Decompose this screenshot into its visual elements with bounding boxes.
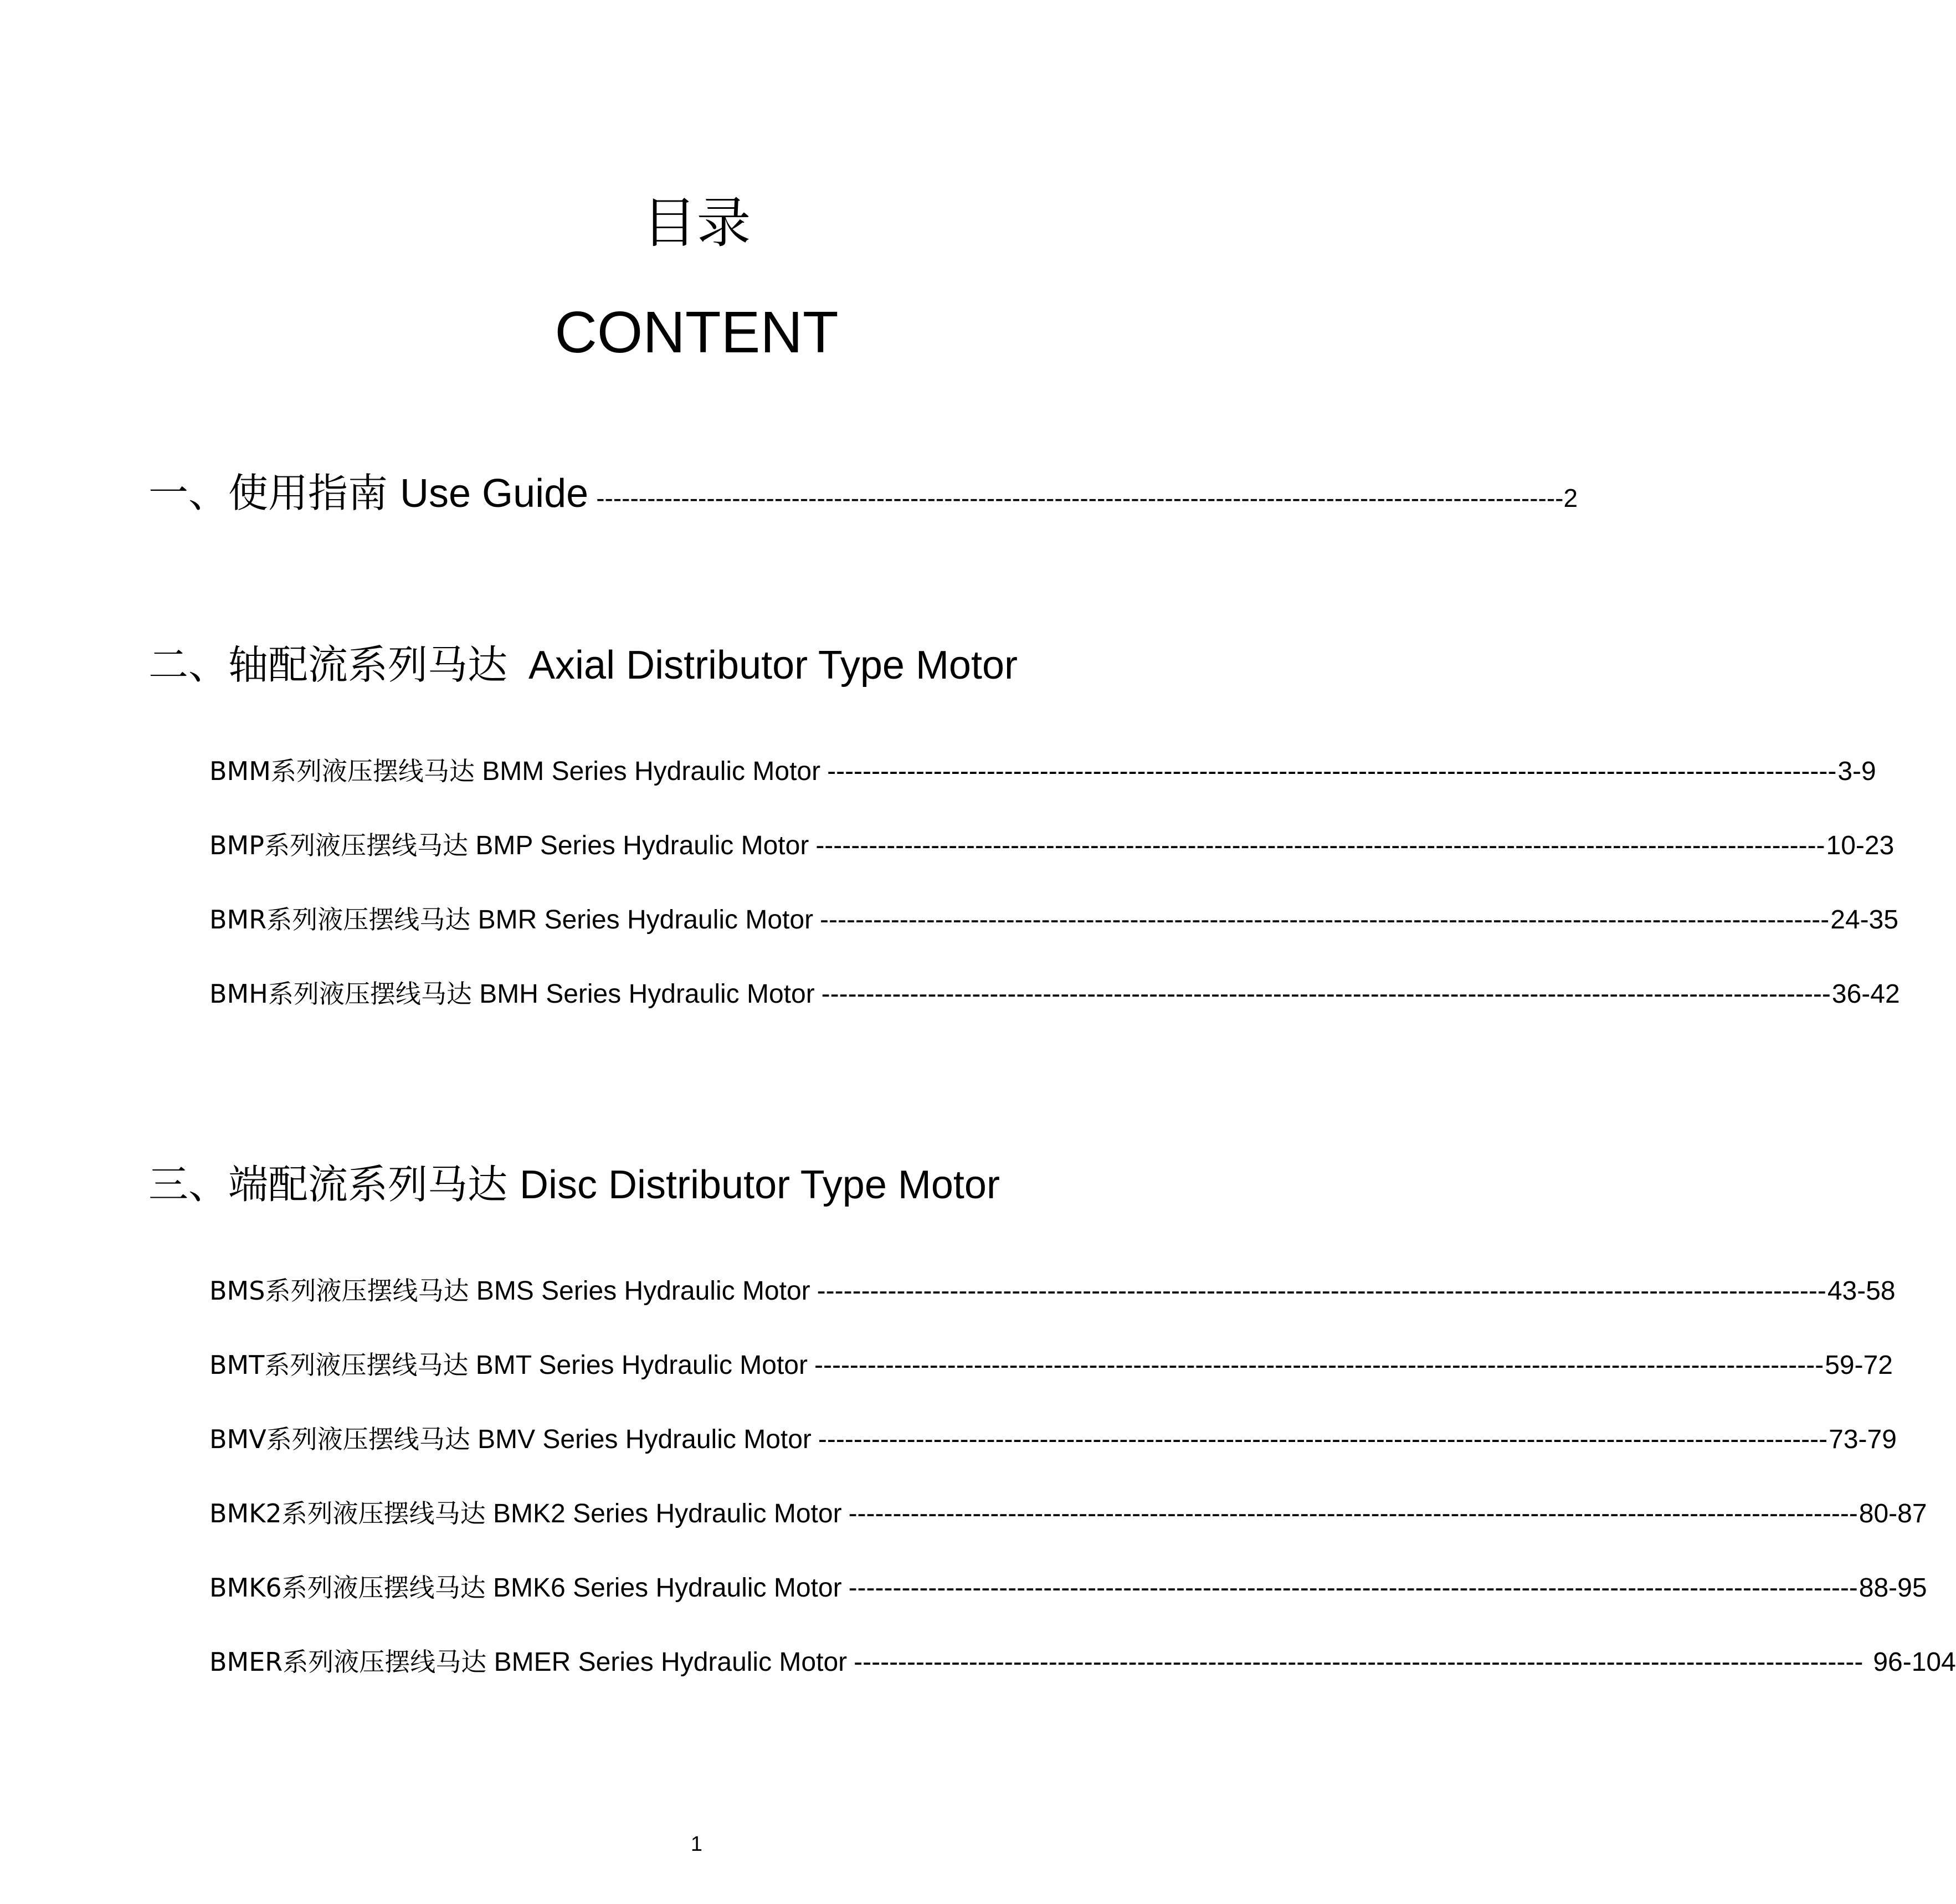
leader-dots: ------------------------------------------------------------------------------------------------------------------ [820, 905, 1830, 935]
page-ref: 80-87 [1859, 1499, 1927, 1528]
leader-dots: ------------------------------------------------------------------------------------------------------------------ [821, 979, 1831, 1009]
section-heading-en: Axial Distributor Type Motor [528, 643, 1018, 687]
section-heading-cn: 三、端配流系列马达 [148, 1161, 508, 1208]
toc-item-label: BMP系列液压摆线马达 BMP Series Hydraulic Motor [209, 830, 809, 860]
page-ref: 36-42 [1831, 979, 1900, 1009]
section-disc-distributor [148, 1158, 1000, 1212]
toc-item-bmk6[interactable] [209, 1570, 1927, 1606]
title-chinese: 目录 [642, 192, 751, 255]
leader-dots: ------------------------------------------------------------------------------------------------------------------ [818, 1425, 1828, 1454]
toc-item-bmk2[interactable] [209, 1496, 1927, 1532]
toc-item-label: BMM系列液压摆线马达 BMM Series Hydraulic Motor [209, 756, 821, 786]
page-ref: 96-104 [1873, 1648, 1956, 1677]
toc-item-label: BMK2系列液压摆线马达 BMK2 Series Hydraulic Motor [209, 1498, 842, 1528]
leader-dots: ------------------------------------------------------------------------------------------------------------------ [827, 757, 1837, 786]
page-ref: 3-9 [1837, 757, 1876, 786]
toc-item-label: BMK6系列液压摆线马达 BMK6 Series Hydraulic Motor [209, 1573, 842, 1603]
page-ref: 2 [1563, 484, 1578, 512]
leader-dots: ------------------------------------------------------------------------------------------------------------------ [596, 484, 1564, 512]
toc-item-bms[interactable] [209, 1273, 1896, 1309]
section-heading-en: Disc Distributor Type Motor [520, 1163, 1000, 1207]
section-axial-distributor [148, 638, 1018, 692]
page-ref: 88-95 [1859, 1573, 1927, 1603]
leader-dots: ------------------------------------------------------------------------------------------------------------------ [817, 1276, 1826, 1306]
toc-item-bmer[interactable] [209, 1644, 1956, 1680]
leader-dots: ------------------------------------------------------------------------------------------------------------------ [814, 1351, 1824, 1380]
toc-item-bmm[interactable] [209, 753, 1876, 789]
toc-item-bmh[interactable] [209, 976, 1900, 1012]
leader-dots: ------------------------------------------------------------------------------------------------------------------ [848, 1499, 1858, 1528]
toc-item-label: BMS系列液压摆线马达 BMS Series Hydraulic Motor [209, 1276, 810, 1306]
leader-dots: ------------------------------------------------------------------------------------------------------------------ [848, 1573, 1858, 1603]
toc-item-label: BMT系列液压摆线马达 BMT Series Hydraulic Motor [209, 1350, 808, 1380]
toc-item-label: BMH系列液压摆线马达 BMH Series Hydraulic Motor [209, 979, 815, 1009]
toc-item-label: BMR系列液压摆线马达 BMR Series Hydraulic Motor [209, 905, 814, 935]
page-ref: 10-23 [1826, 831, 1895, 860]
toc-item-bmv[interactable] [209, 1421, 1897, 1457]
toc-item-label: BMER系列液压摆线马达 BMER Series Hydraulic Motor [209, 1647, 848, 1677]
toc-item-bmr[interactable] [209, 902, 1899, 938]
section-heading-cn: 二、轴配流系列马达 [148, 641, 508, 688]
section-heading-en: Use Guide [400, 471, 589, 516]
toc-item-label: BMV系列液压摆线马达 BMV Series Hydraulic Motor [209, 1424, 812, 1454]
page-ref: 59-72 [1825, 1351, 1893, 1380]
page-number: 1 [690, 1833, 703, 1856]
section-heading-cn: 一、使用指南 [148, 470, 388, 516]
leader-dots: ------------------------------------------------------------------------------------------------------------------ [815, 831, 1825, 860]
page-ref: 73-79 [1829, 1425, 1897, 1454]
page-ref: 43-58 [1827, 1276, 1896, 1306]
toc-item-bmp[interactable] [209, 828, 1895, 864]
page-ref: 24-35 [1830, 905, 1899, 935]
section-use-guide[interactable] [148, 466, 1578, 525]
title-english: CONTENT [555, 300, 839, 365]
leader-dots: ------------------------------------------------------------------------------------------------------------------ [854, 1648, 1863, 1677]
toc-item-bmt[interactable] [209, 1347, 1893, 1383]
